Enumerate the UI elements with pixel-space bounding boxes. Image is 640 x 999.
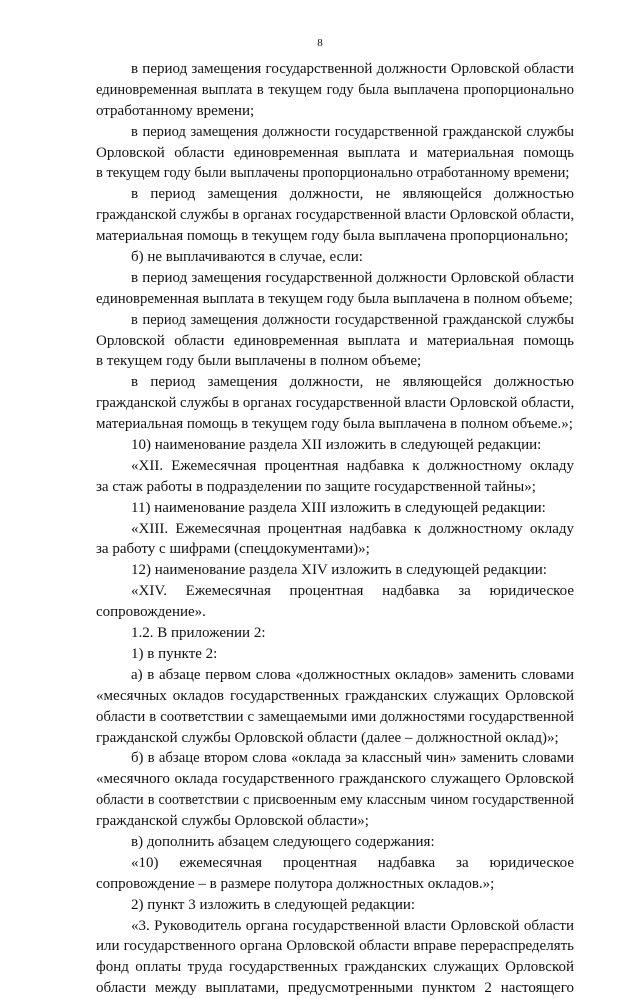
text-line: гражданской службы в органах государственной власти Орловской области, [96, 395, 575, 412]
document-body [96, 59, 574, 999]
text-line: гражданской службы Орловской области»; [96, 813, 369, 830]
text-line: «XIV. Ежемесячная процентная надбавка за юридическое [131, 583, 574, 600]
text-line: 12) наименование раздела XIV изложить в следующей редакции: [131, 562, 547, 579]
text-line: за работу с шифрами (спецдокументами)»; [96, 541, 370, 558]
text-line: гражданской службы Орловской области (далее – должностной оклад)»; [96, 729, 559, 746]
text-line: или государственного органа Орловской области вправе перераспределять [96, 938, 574, 955]
text-line: 11) наименование раздела XIII изложить в следующей редакции: [131, 499, 546, 516]
text-line: области между выплатами, предусмотренными пунктом 2 настоящего [96, 980, 574, 997]
text-line: материальная помощь в текущем году была выплачена в полном объеме.»; [96, 416, 573, 433]
text-line: «3. Руководитель органа государственной власти Орловской области [131, 917, 574, 934]
text-line: в период замещения должности, не являющейся должностью [131, 374, 574, 391]
text-line: материальная помощь в текущем году была выплачена пропорционально; [96, 228, 569, 245]
text-line: в период замещения должности государственной гражданской службы [131, 311, 574, 328]
text-line: в текущем году были выплачены в полном объеме; [96, 353, 422, 370]
text-line: единовременная выплата в текущем году была выплачена в полном объеме; [96, 290, 573, 307]
text-line: 1.2. В приложении 2: [131, 625, 266, 642]
page-number: 8 [317, 37, 323, 49]
text-line: б) в абзаце втором слова «оклада за классный чин» заменить словами [131, 750, 574, 767]
text-line: «месячных окладов государственных гражданских служащих Орловской [96, 687, 574, 704]
text-line: сопровождение». [96, 604, 206, 621]
text-line: в период замещения государственной должности Орловской области [131, 61, 574, 77]
text-line: фонд оплаты труда государственных гражданских служащих Орловской [96, 959, 574, 976]
text-line: Орловской области единовременная выплата и материальная помощь [96, 144, 574, 161]
text-line: «XIII. Ежемесячная процентная надбавка к должностному окладу [131, 520, 574, 537]
text-line: за стаж работы в подразделении по защите государственной тайны»; [96, 478, 536, 495]
text-line: в) дополнить абзацем следующего содержания: [131, 833, 435, 850]
text-line: «месячного оклада государственного гражданского служащего Орловской [96, 771, 574, 788]
text-line: области в соответствии с замещаемыми ими должностями государственной [96, 708, 574, 725]
text-line: 2) пункт 3 изложить в следующей редакции: [131, 896, 416, 913]
text-line: в период замещения государственной должности Орловской области [131, 269, 574, 286]
text-line: «XII. Ежемесячная процентная надбавка к должностному окладу [131, 457, 574, 474]
text-line: а) в абзаце первом слова «должностных окладов» заменить словами [131, 666, 574, 683]
text-line: 1) в пункте 2: [131, 645, 218, 662]
text-line: единовременная выплата в текущем году была выплачена пропорционально [96, 81, 574, 98]
text-line: гражданской службы в органах государственной власти Орловской области, [96, 207, 575, 224]
text-line: «10) ежемесячная процентная надбавка за юридическое [131, 854, 574, 871]
text-line: отработанному времени; [96, 102, 255, 119]
text-line: в текущем году были выплачены пропорционально отработанному времени; [96, 165, 570, 182]
text-line: в период замещения должности, не являющейся должностью [131, 186, 574, 203]
text-line: в период замещения должности государственной гражданской службы [131, 123, 574, 140]
text-line: области в соответствии с присвоенным ему классным чином государственной [96, 792, 574, 809]
text-line: б) не выплачиваются в случае, если: [131, 249, 363, 266]
text-line: Орловской области единовременная выплата и материальная помощь [96, 332, 574, 349]
text-line: 10) наименование раздела XII изложить в следующей редакции: [131, 437, 542, 454]
text-line: сопровождение – в размере полутора должностных окладов.»; [96, 875, 495, 892]
